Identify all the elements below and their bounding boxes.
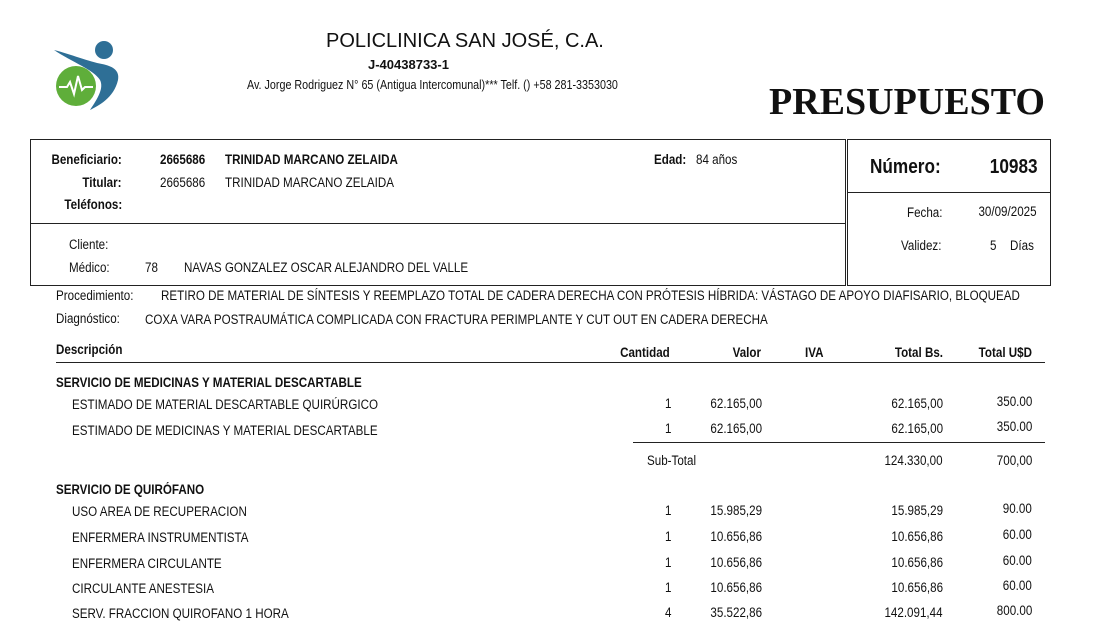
medico-name: NAVAS GONZALEZ OSCAR ALEJANDRO DEL VALLE — [184, 260, 469, 275]
beneficiario-name: TRINIDAD MARCANO ZELAIDA — [225, 152, 398, 167]
subtotal-total-bs: 124.330,00 — [884, 453, 943, 468]
fecha-label: Fecha: — [907, 205, 943, 220]
row-total-usd: 350.00 — [996, 419, 1032, 434]
company-rif: J-40438733-1 — [368, 57, 449, 72]
row-total-bs: 62.165,00 — [891, 396, 943, 411]
row-total-usd: 60.00 — [1002, 527, 1032, 542]
procedimiento-label: Procedimiento: — [56, 288, 134, 303]
row-description: ENFERMERA INSTRUMENTISTA — [72, 530, 249, 545]
row-total-bs: 10.656,86 — [891, 555, 943, 570]
row-total-usd: 60.00 — [1002, 553, 1032, 568]
col-header-cantidad: Cantidad — [620, 345, 670, 360]
row-description: USO AREA DE RECUPERACION — [72, 504, 247, 519]
row-total-usd: 60.00 — [1002, 578, 1032, 593]
row-quantity: 1 — [665, 421, 672, 436]
col-header-descripcion: Descripción — [56, 342, 123, 357]
col-header-iva: IVA — [805, 345, 824, 360]
row-valor: 62.165,00 — [710, 396, 762, 411]
row-description: CIRCULANTE ANESTESIA — [72, 581, 214, 596]
row-total-usd: 800.00 — [996, 603, 1032, 618]
cliente-label: Cliente: — [69, 237, 109, 252]
row-valor: 10.656,86 — [710, 580, 762, 595]
row-total-usd: 350.00 — [996, 394, 1032, 409]
row-valor: 10.656,86 — [710, 555, 762, 570]
row-quantity: 1 — [665, 503, 672, 518]
row-quantity: 1 — [665, 396, 672, 411]
doc-info-divider — [847, 192, 1050, 193]
subtotal-line — [633, 442, 1045, 443]
beneficiario-label: Beneficiario: — [51, 152, 122, 167]
col-header-total-bs: Total Bs. — [894, 345, 943, 360]
validez-label: Validez: — [901, 238, 942, 253]
beneficiario-id: 2665686 — [160, 152, 206, 167]
row-total-usd: 90.00 — [1002, 501, 1032, 516]
row-total-bs: 10.656,86 — [891, 529, 943, 544]
procedimiento-value: RETIRO DE MATERIAL DE SÍNTESIS Y REEMPLAZO TOTAL DE CADERA DERECHA CON PRÓTESIS HÍBRIDA: VÁSTAGO DE APOYO DIAFISARIO, BLOQUEAD — [161, 288, 1020, 303]
row-description: SERV. FRACCION QUIROFANO 1 HORA — [72, 606, 289, 621]
row-description: ENFERMERA CIRCULANTE — [72, 556, 222, 571]
numero-value: 10983 — [990, 156, 1038, 178]
row-valor: 15.985,29 — [710, 503, 762, 518]
edad-value: 84 años — [696, 152, 738, 167]
header-underline — [56, 362, 1045, 363]
row-quantity: 1 — [665, 529, 672, 544]
fecha-value: 30/09/2025 — [978, 204, 1037, 219]
company-address: Av. Jorge Rodriguez N° 65 (Antigua Intercomunal)*** Telf. () +58 281-3353030 — [247, 78, 618, 92]
section-title-quirofano: SERVICIO DE QUIRÓFANO — [56, 482, 205, 497]
subtotal-label: Sub-Total — [647, 453, 697, 468]
edad-label: Edad: — [654, 152, 687, 167]
diagnostico-value: COXA VARA POSTRAUMÁTICA COMPLICADA CON FRACTURA PERIMPLANTE Y CUT OUT EN CADERA DERECHA — [145, 312, 768, 327]
validez-value: 5 — [990, 238, 997, 253]
row-total-bs: 15.985,29 — [891, 503, 943, 518]
company-name: POLICLINICA SAN JOSÉ, C.A. — [326, 30, 604, 52]
titular-label: Titular: — [82, 175, 122, 190]
titular-name: TRINIDAD MARCANO ZELAIDA — [225, 175, 395, 190]
numero-label: Número: — [870, 156, 941, 178]
col-header-total-usd: Total U$D — [978, 345, 1032, 360]
row-valor: 62.165,00 — [710, 421, 762, 436]
row-total-bs: 10.656,86 — [891, 580, 943, 595]
logo-icon — [50, 40, 126, 114]
row-quantity: 1 — [665, 580, 672, 595]
row-description: ESTIMADO DE MATERIAL DESCARTABLE QUIRÚRGICO — [72, 397, 378, 412]
col-header-valor: Valor — [732, 345, 761, 360]
row-valor: 35.522,86 — [710, 605, 762, 620]
telefonos-label: Teléfonos: — [64, 197, 122, 212]
row-valor: 10.656,86 — [710, 529, 762, 544]
medico-id: 78 — [145, 260, 158, 275]
row-total-bs: 142.091,44 — [884, 605, 943, 620]
row-total-bs: 62.165,00 — [891, 421, 943, 436]
validez-unit: Días — [1010, 238, 1034, 253]
subtotal-total-usd: 700,00 — [996, 453, 1032, 468]
titular-id: 2665686 — [160, 175, 206, 190]
row-description: ESTIMADO DE MEDICINAS Y MATERIAL DESCARTABLE — [72, 423, 378, 438]
row-quantity: 1 — [665, 555, 672, 570]
medico-label: Médico: — [69, 260, 110, 275]
section-title-medicinas: SERVICIO DE MEDICINAS Y MATERIAL DESCARTABLE — [56, 375, 362, 390]
patient-box-divider — [30, 223, 845, 224]
document-title: PRESUPUESTO — [769, 81, 1045, 123]
row-quantity: 4 — [665, 605, 672, 620]
diagnostico-label: Diagnóstico: — [56, 311, 120, 326]
company-logo — [50, 40, 126, 114]
